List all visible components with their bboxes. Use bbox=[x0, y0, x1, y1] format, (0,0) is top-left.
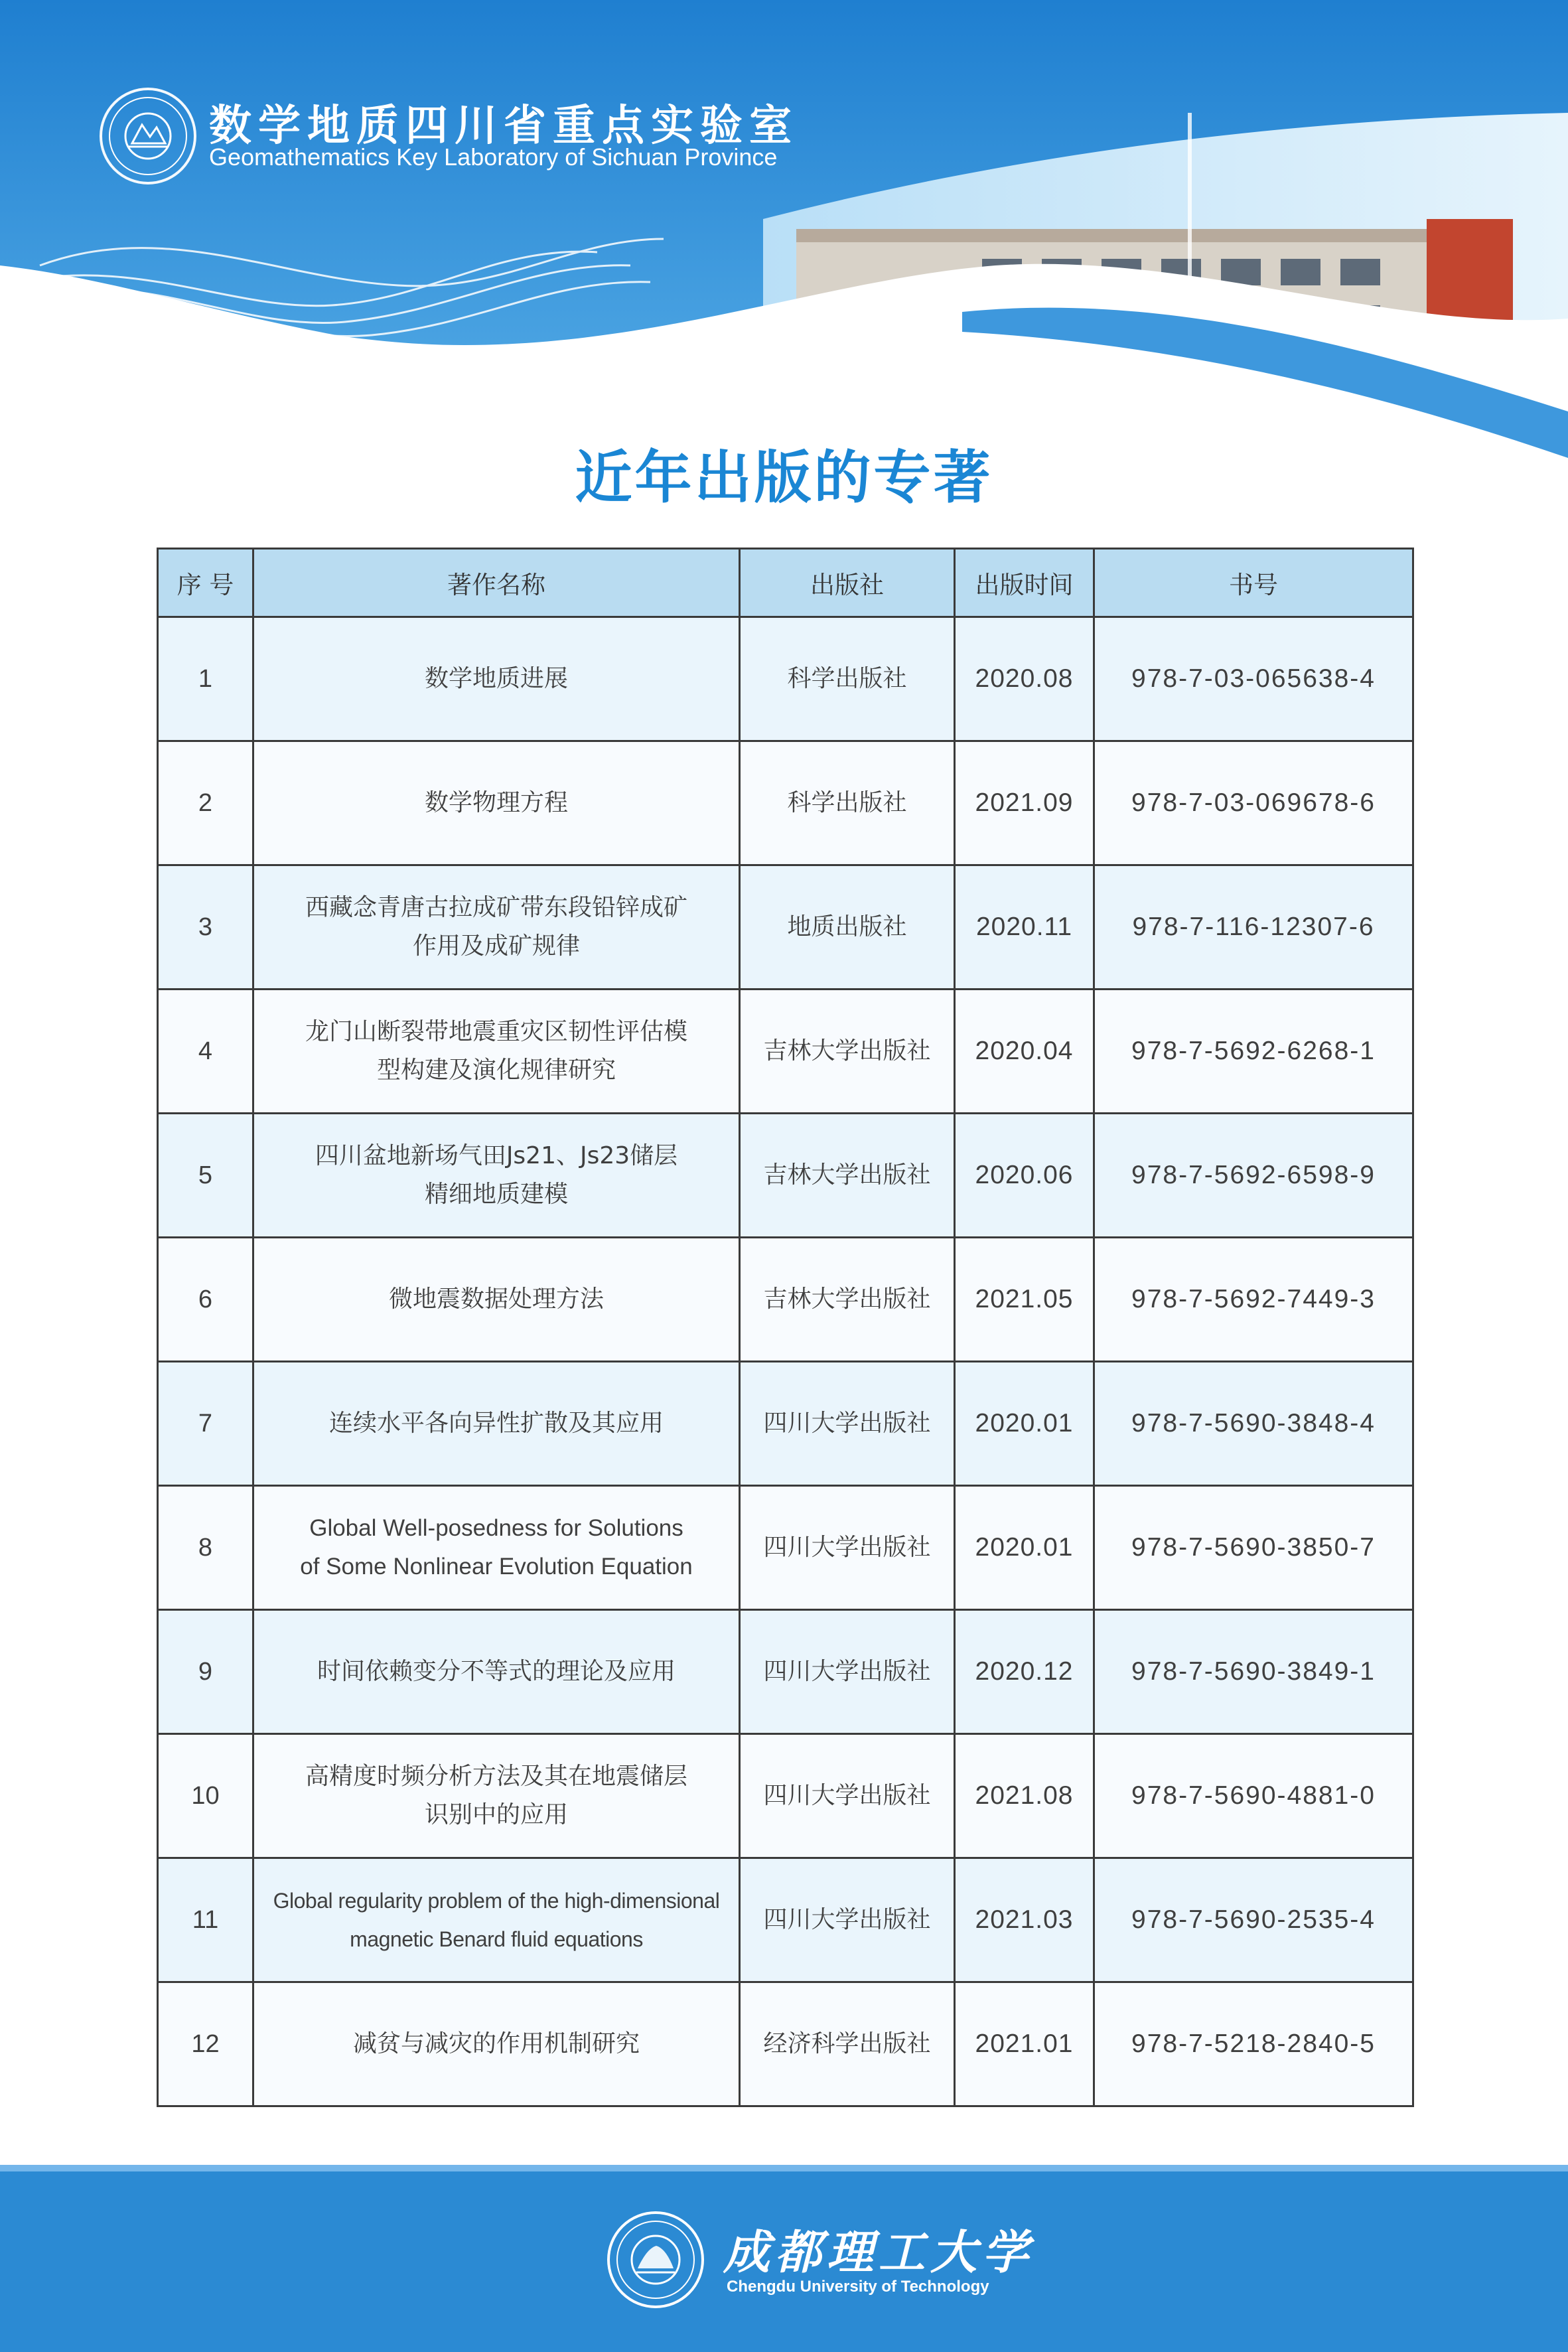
table-row bbox=[158, 1982, 1413, 2106]
table-row bbox=[158, 741, 1413, 865]
monographs-table bbox=[157, 548, 1414, 2107]
row-isbn: 978-7-5692-6598-9 bbox=[1094, 1114, 1413, 1238]
row-publisher: 吉林大学出版社 bbox=[740, 1238, 955, 1362]
table-header-row bbox=[158, 549, 1413, 617]
row-index: 8 bbox=[158, 1486, 253, 1610]
row-title-line: 识别中的应用 bbox=[424, 1801, 568, 1828]
table-row bbox=[158, 990, 1413, 1114]
row-title bbox=[253, 865, 740, 990]
row-index: 7 bbox=[158, 1362, 253, 1486]
table-row bbox=[158, 1114, 1413, 1238]
table-row bbox=[158, 617, 1413, 741]
row-title-line: 精细地质建模 bbox=[424, 1181, 568, 1208]
row-publisher: 四川大学出版社 bbox=[740, 1734, 955, 1858]
row-index: 11 bbox=[158, 1858, 253, 1982]
row-title bbox=[253, 1362, 740, 1486]
row-title bbox=[253, 990, 740, 1114]
row-isbn: 978-7-5690-3849-1 bbox=[1094, 1610, 1413, 1734]
footer-banner bbox=[0, 2171, 1568, 2352]
row-date: 2021.08 bbox=[955, 1734, 1094, 1858]
row-isbn: 978-7-03-069678-6 bbox=[1094, 741, 1413, 865]
table-row bbox=[158, 1362, 1413, 1486]
row-title-line: 型构建及演化规律研究 bbox=[376, 1057, 616, 1084]
row-title-line: 时间依赖变分不等式的理论及应用 bbox=[317, 1658, 676, 1685]
row-title bbox=[253, 1114, 740, 1238]
row-publisher: 四川大学出版社 bbox=[740, 1858, 955, 1982]
table-row bbox=[158, 1734, 1413, 1858]
row-isbn: 978-7-5218-2840-5 bbox=[1094, 1982, 1413, 2106]
row-title-line: 西藏念青唐古拉成矿带东段铅锌成矿 bbox=[305, 894, 687, 921]
row-title-line: 连续水平各向异性扩散及其应用 bbox=[328, 1410, 664, 1437]
row-title-line: of Some Nonlinear Evolution Equation bbox=[300, 1554, 693, 1580]
row-index: 5 bbox=[158, 1114, 253, 1238]
row-date: 2020.08 bbox=[955, 617, 1094, 741]
lab-logo bbox=[100, 88, 196, 184]
row-publisher: 四川大学出版社 bbox=[740, 1610, 955, 1734]
row-index: 3 bbox=[158, 865, 253, 990]
row-title bbox=[253, 1238, 740, 1362]
row-title-line: 微地震数据处理方法 bbox=[388, 1286, 604, 1313]
row-date: 2021.05 bbox=[955, 1238, 1094, 1362]
lab-name-en: Geomathematics Key Laboratory of Sichuan Province bbox=[209, 143, 778, 171]
row-isbn: 978-7-5690-4881-0 bbox=[1094, 1734, 1413, 1858]
row-title bbox=[253, 1486, 740, 1610]
table-row bbox=[158, 1238, 1413, 1362]
row-title bbox=[253, 1982, 740, 2106]
row-title-line: magnetic Benard fluid equations bbox=[350, 1927, 643, 1951]
university-name-cn: 成都理工大学 bbox=[723, 2225, 1034, 2280]
row-date: 2020.11 bbox=[955, 865, 1094, 990]
row-title-line: Global Well-posedness for Solutions bbox=[309, 1515, 683, 1541]
row-publisher: 四川大学出版社 bbox=[740, 1486, 955, 1610]
row-index: 10 bbox=[158, 1734, 253, 1858]
row-date: 2021.03 bbox=[955, 1858, 1094, 1982]
row-publisher: 吉林大学出版社 bbox=[740, 1114, 955, 1238]
row-index: 6 bbox=[158, 1238, 253, 1362]
header-date: 出版时间 bbox=[955, 549, 1094, 617]
row-isbn: 978-7-5692-6268-1 bbox=[1094, 990, 1413, 1114]
header-title: 著作名称 bbox=[253, 549, 740, 617]
page-title: 近年出版的专著 bbox=[575, 445, 993, 511]
row-isbn: 978-7-5692-7449-3 bbox=[1094, 1238, 1413, 1362]
row-title-line: 龙门山断裂带地震重灾区韧性评估模 bbox=[305, 1018, 687, 1045]
row-title bbox=[253, 1610, 740, 1734]
row-publisher: 地质出版社 bbox=[740, 865, 955, 990]
row-title-line: 数学地质进展 bbox=[424, 665, 568, 692]
row-date: 2021.09 bbox=[955, 741, 1094, 865]
header-isbn: 书号 bbox=[1094, 549, 1413, 617]
university-name-en: Chengdu University of Technology bbox=[727, 2278, 989, 2296]
row-title-line: 高精度时频分析方法及其在地震储层 bbox=[305, 1763, 687, 1790]
row-date: 2020.04 bbox=[955, 990, 1094, 1114]
row-title bbox=[253, 1734, 740, 1858]
row-publisher: 吉林大学出版社 bbox=[740, 990, 955, 1114]
row-publisher: 科学出版社 bbox=[740, 741, 955, 865]
table-row bbox=[158, 865, 1413, 990]
header-banner bbox=[0, 0, 1568, 478]
row-isbn: 978-7-03-065638-4 bbox=[1094, 617, 1413, 741]
row-title bbox=[253, 741, 740, 865]
row-date: 2020.01 bbox=[955, 1486, 1094, 1610]
header-index: 序 号 bbox=[158, 549, 253, 617]
header-publisher: 出版社 bbox=[740, 549, 955, 617]
row-date: 2021.01 bbox=[955, 1982, 1094, 2106]
row-title-line: 四川盆地新场气田Js21、Js23储层 bbox=[315, 1142, 678, 1169]
row-isbn: 978-7-5690-2535-4 bbox=[1094, 1858, 1413, 1982]
row-index: 2 bbox=[158, 741, 253, 865]
row-isbn: 978-7-5690-3848-4 bbox=[1094, 1362, 1413, 1486]
row-title-line: 作用及成矿规律 bbox=[412, 932, 580, 960]
row-isbn: 978-7-116-12307-6 bbox=[1094, 865, 1413, 990]
header-wave-graphic bbox=[0, 0, 1568, 478]
row-title bbox=[253, 1858, 740, 1982]
row-title-line: Global regularity problem of the high-dimensional bbox=[273, 1889, 720, 1913]
table-row bbox=[158, 1858, 1413, 1982]
row-publisher: 经济科学出版社 bbox=[740, 1982, 955, 2106]
row-index: 4 bbox=[158, 990, 253, 1114]
row-date: 2020.12 bbox=[955, 1610, 1094, 1734]
university-logo bbox=[607, 2211, 704, 2308]
footer-accent-line bbox=[0, 2165, 1568, 2171]
table-row bbox=[158, 1610, 1413, 1734]
row-date: 2020.01 bbox=[955, 1362, 1094, 1486]
row-isbn: 978-7-5690-3850-7 bbox=[1094, 1486, 1413, 1610]
row-title bbox=[253, 617, 740, 741]
row-publisher: 科学出版社 bbox=[740, 617, 955, 741]
row-date: 2020.06 bbox=[955, 1114, 1094, 1238]
row-index: 9 bbox=[158, 1610, 253, 1734]
lab-name-cn: 数学地质四川省重点实验室 bbox=[209, 101, 798, 151]
row-publisher: 四川大学出版社 bbox=[740, 1362, 955, 1486]
row-index: 12 bbox=[158, 1982, 253, 2106]
row-title-line: 减贫与减灾的作用机制研究 bbox=[352, 2030, 640, 2057]
table-row bbox=[158, 1486, 1413, 1610]
row-title-line: 数学物理方程 bbox=[424, 789, 568, 816]
row-index: 1 bbox=[158, 617, 253, 741]
